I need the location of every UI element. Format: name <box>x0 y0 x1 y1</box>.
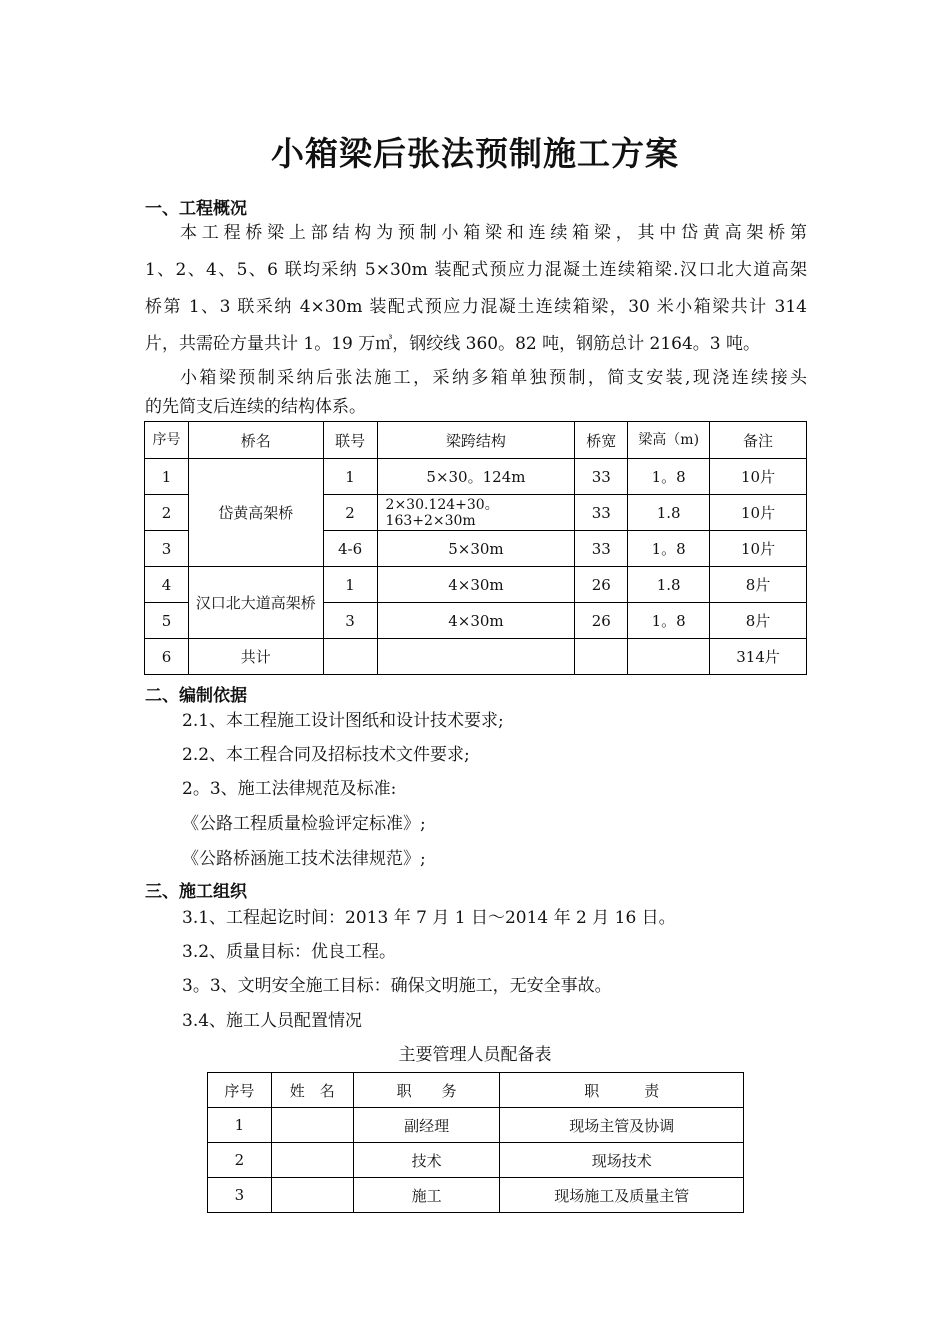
section3-heading: 三、施工组织 <box>145 882 247 902</box>
cell-duty: 现场施工及质量主管 <box>500 1178 744 1213</box>
cell-span: 2×30.124+30。163+2×30m <box>377 495 575 531</box>
cell-height: 1。8 <box>628 603 710 639</box>
cell-note: 314片 <box>710 639 807 675</box>
cell-height: 1.8 <box>628 495 710 531</box>
staff-table <box>207 1072 744 1213</box>
header-seq: 序号 <box>208 1073 272 1108</box>
cell-name <box>271 1143 353 1178</box>
cell-seq: 6 <box>145 639 189 675</box>
table-row <box>208 1178 744 1213</box>
table-row-total <box>145 639 807 675</box>
cell-span <box>377 639 575 675</box>
table-header-row <box>145 422 807 459</box>
header-duty: 职 责 <box>500 1073 744 1108</box>
cell-width: 26 <box>575 603 628 639</box>
cell-post: 副经理 <box>353 1108 500 1143</box>
cell-seq: 3 <box>208 1178 272 1213</box>
cell-width: 33 <box>575 531 628 567</box>
section1-line-1: 本工程桥梁上部结构为预制小箱梁和连续箱梁，其中岱黄高架桥第 <box>180 223 807 243</box>
cell-seq: 4 <box>145 567 189 603</box>
org-item-1: 3.1、工程起讫时间：2013 年 7 月 1 日～2014 年 2 月 16 日。 <box>182 908 676 928</box>
table-row <box>208 1108 744 1143</box>
org-item-2: 3.2、质量目标：优良工程。 <box>182 942 397 962</box>
section2-heading: 二、编制依据 <box>145 686 247 706</box>
cell-name <box>271 1108 353 1143</box>
table-row <box>208 1143 744 1178</box>
cell-duty: 现场主管及协调 <box>500 1108 744 1143</box>
org-item-3: 3。3、文明安全施工目标：确保文明施工，无安全事故。 <box>182 976 612 996</box>
section1-line-4: 片，共需砼方量共计 1。19 万㎥，钢绞线 360。82 吨，钢筋总计 2164。3 吨。 <box>145 334 761 354</box>
cell-unit: 1 <box>323 567 377 603</box>
section1-line-5: 小箱梁预制采纳后张法施工，采纳多箱单独预制，简支安装,现浇连续接头 <box>180 368 807 388</box>
cell-seq: 2 <box>208 1143 272 1178</box>
header-post: 职 务 <box>353 1073 500 1108</box>
cell-height: 1。8 <box>628 459 710 495</box>
table-row <box>145 459 807 495</box>
section1-heading: 一、工程概况 <box>145 199 247 219</box>
cell-unit <box>323 639 377 675</box>
cell-seq: 5 <box>145 603 189 639</box>
org-item-4: 3.4、施工人员配置情况 <box>182 1011 363 1031</box>
cell-note: 10片 <box>710 495 807 531</box>
cell-width: 26 <box>575 567 628 603</box>
header-seq: 序号 <box>145 422 189 459</box>
table-header-row <box>208 1073 744 1108</box>
basis-item-2: 2.2、本工程合同及招标技术文件要求; <box>182 745 470 765</box>
header-width: 桥宽 <box>575 422 628 459</box>
header-bridge: 桥名 <box>188 422 323 459</box>
header-height: 梁高（m) <box>628 422 710 459</box>
cell-unit: 2 <box>323 495 377 531</box>
cell-note: 10片 <box>710 459 807 495</box>
cell-width: 33 <box>575 459 628 495</box>
section1-line-3: 桥第 1、3 联采纳 4×30m 装配式预应力混凝土连续箱梁，30 米小箱梁共计 314 <box>145 297 807 317</box>
cell-post: 技术 <box>353 1143 500 1178</box>
cell-width: 33 <box>575 495 628 531</box>
cell-unit: 3 <box>323 603 377 639</box>
cell-post: 施工 <box>353 1178 500 1213</box>
cell-width <box>575 639 628 675</box>
table-row <box>145 567 807 603</box>
cell-bridge: 汉口北大道高架桥 <box>188 567 323 639</box>
basis-item-5: 《公路桥涵施工技术法律规范》; <box>182 849 426 869</box>
section1-line-6: 的先简支后连续的结构体系。 <box>145 397 366 417</box>
cell-seq: 1 <box>145 459 189 495</box>
cell-duty: 现场技术 <box>500 1143 744 1178</box>
cell-span: 4×30m <box>377 603 575 639</box>
staff-table-caption: 主要管理人员配备表 <box>398 1045 552 1065</box>
bridge-table <box>144 421 807 675</box>
cell-note: 8片 <box>710 603 807 639</box>
document-title: 小箱梁后张法预制施工方案 <box>271 134 679 173</box>
header-name: 姓 名 <box>271 1073 353 1108</box>
basis-item-3: 2。3、施工法律规范及标准: <box>182 779 397 799</box>
cell-unit: 1 <box>323 459 377 495</box>
cell-span: 4×30m <box>377 567 575 603</box>
basis-item-4: 《公路工程质量检验评定标准》; <box>182 814 426 834</box>
cell-seq: 1 <box>208 1108 272 1143</box>
cell-span: 5×30m <box>377 531 575 567</box>
cell-height: 1。8 <box>628 531 710 567</box>
cell-bridge: 岱黄高架桥 <box>188 459 323 567</box>
basis-item-1: 2.1、本工程施工设计图纸和设计技术要求; <box>182 711 504 731</box>
cell-name <box>271 1178 353 1213</box>
cell-bridge: 共计 <box>188 639 323 675</box>
cell-unit: 4-6 <box>323 531 377 567</box>
cell-note: 10片 <box>710 531 807 567</box>
header-note: 备注 <box>710 422 807 459</box>
cell-height <box>628 639 710 675</box>
section1-line-2: 1、2、4、5、6 联均采纳 5×30m 装配式预应力混凝土连续箱梁.汉口北大道高架 <box>145 260 807 280</box>
header-unit: 联号 <box>323 422 377 459</box>
cell-seq: 2 <box>145 495 189 531</box>
header-span: 梁跨结构 <box>377 422 575 459</box>
cell-height: 1.8 <box>628 567 710 603</box>
cell-seq: 3 <box>145 531 189 567</box>
cell-span: 5×30。124m <box>377 459 575 495</box>
cell-note: 8片 <box>710 567 807 603</box>
